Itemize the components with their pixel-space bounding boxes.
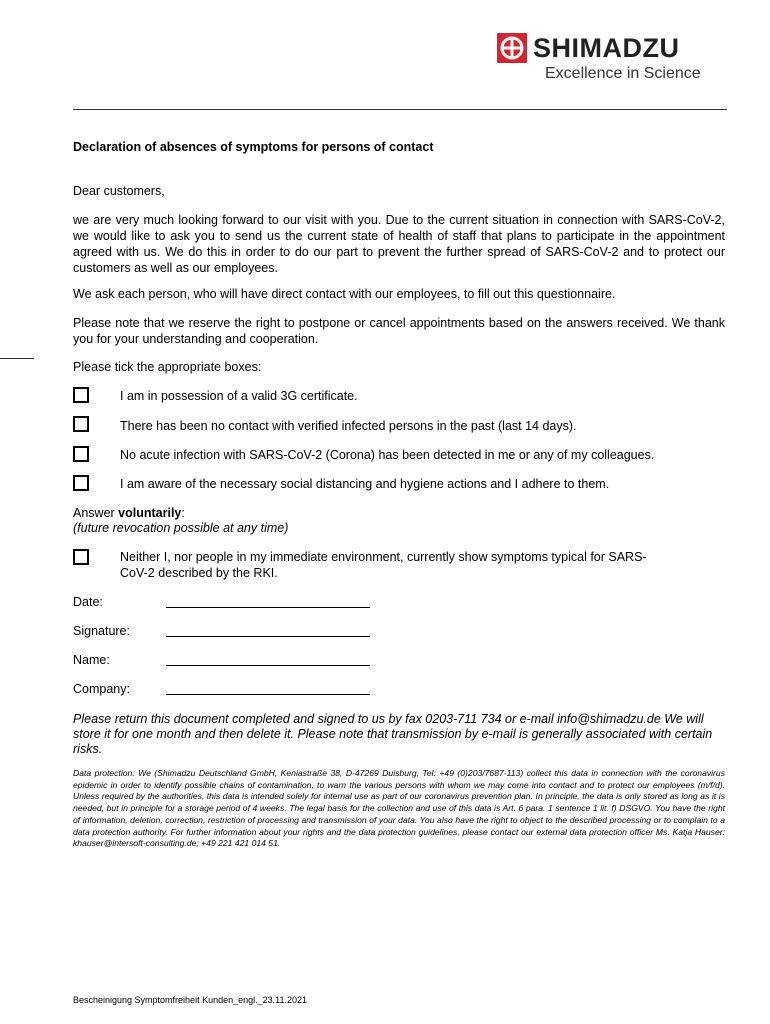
header-divider	[73, 109, 727, 110]
name-line[interactable]	[166, 665, 370, 666]
checkbox-label: I am in possession of a valid 3G certificate.	[120, 389, 358, 403]
document-footer: Bescheinigung Symptomfreiheit Kunden_engl._23.11.2021	[73, 995, 307, 1005]
checkbox-no-infection[interactable]	[73, 446, 89, 462]
signature-line[interactable]	[166, 636, 370, 637]
checkbox-label: No acute infection with SARS-CoV-2 (Corona) has been detected in me or any of my colleagues.	[120, 448, 655, 462]
voluntary-suffix: :	[181, 506, 185, 520]
logo-wordmark: SHIMADZU	[533, 33, 680, 63]
intro-paragraph: we are very much looking forward to our visit with you. Due to the current situation in connection with SARS-CoV-2, we would like to ask you to send us the current state of health of staff that plans to participate in the appointment agreed with us. We do this in order to do our part to prevent the further spread of SARS-CoV-2 and to protect our customers as well as our employees.	[73, 213, 725, 275]
tick-prompt: Please tick the appropriate boxes:	[73, 360, 262, 374]
checkbox-label: Neither I, nor people in my immediate environment, currently show symptoms typical for SARS-	[120, 550, 647, 564]
voluntary-heading	[73, 505, 185, 521]
checkbox-3g-certificate[interactable]	[73, 387, 89, 403]
checkbox-no-contact[interactable]	[73, 416, 89, 432]
name-label: Name:	[73, 653, 110, 667]
document-title: Declaration of absences of symptoms for persons of contact	[73, 140, 434, 154]
voluntary-prefix: Answer	[73, 506, 119, 520]
checkbox-label: There has been no contact with verified infected persons in the past (last 14 days).	[120, 419, 577, 433]
date-line[interactable]	[166, 607, 370, 608]
shimadzu-logo-mark-icon	[497, 33, 527, 63]
voluntary-subtitle: (future revocation possible at any time)	[73, 521, 289, 535]
logo-tagline: Excellence in Science	[545, 65, 701, 82]
fold-mark	[0, 358, 34, 359]
request-paragraph: We ask each person, who will have direct contact with our employees, to fill out this questionnaire.	[73, 287, 616, 301]
company-line[interactable]	[166, 694, 370, 695]
checkbox-label: I am aware of the necessary social distancing and hygiene actions and I adhere to them.	[120, 477, 610, 491]
company-label: Company:	[73, 682, 130, 696]
checkbox-hygiene[interactable]	[73, 475, 89, 491]
return-note: Please return this document completed and signed to us by fax 0203-711 734 or e-mail info@shimadzu.de We will store it for one month and then delete it. Please note that transmission by e-mail is generally associated with certain risks.	[73, 712, 713, 756]
data-protection-notice: Data protection: We (Shimadzu Deutschland GmbH, Keniastraße 38, D-47269 Duisburg, Tel: +49 (0)203/7687-113) collect this data in connection with the coronavirus epidemic in order to identify possible chains of contamination, to warn the various persons with whom we may come into contact and to protect our employees (m/f/d). Unless required by the authorities, this data is intended solely for internal use as part of our coronavirus prevention plan. In principle, the data is only stored as long as it is needed, but in principle for a storage period of 4 weeks. The legal basis for the collection and use of this data is Art. 6 para. 1 sentence 1 lit. f) DSGVO. You have the right of information, deletion, correction, restriction of processing and transmission of your data. You also have the right to object to the described processing or to complain to a data protection authority. For further information about your rights and the data protection guidelines, please contact our external data protection officer Ms. Katja Hauser: khauser@intersoft-consulting.de; +49 221 421 014 51.	[73, 768, 725, 849]
signature-label: Signature:	[73, 624, 130, 638]
note-paragraph: Please note that we reserve the right to postpone or cancel appointments based on the answers received. We thank you for your understanding and cooperation.	[73, 316, 725, 346]
checkbox-no-symptoms[interactable]	[73, 549, 89, 565]
voluntary-emphasis: voluntarily	[118, 506, 182, 520]
salutation: Dear customers,	[73, 184, 165, 198]
checkbox-label: CoV-2 described by the RKI.	[120, 566, 278, 580]
date-label: Date:	[73, 595, 103, 609]
shimadzu-logo	[497, 33, 729, 85]
